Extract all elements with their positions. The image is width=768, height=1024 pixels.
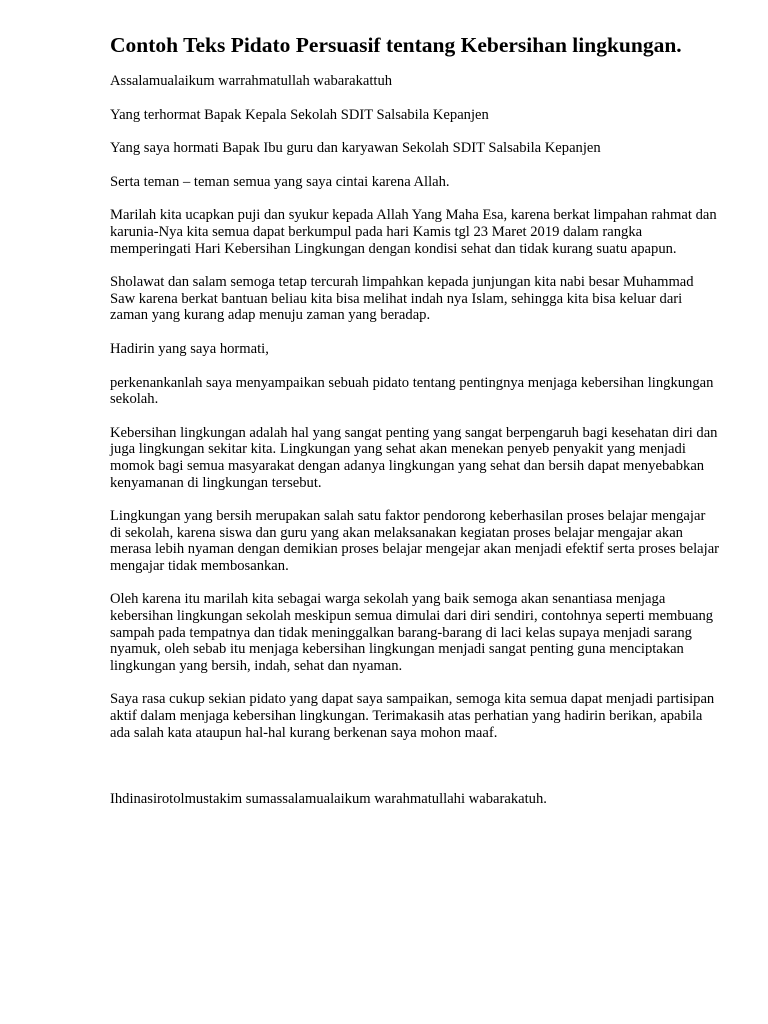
document-page — [110, 32, 720, 825]
greeting-paragraph: Assalamualaikum warrahmatullah wabarakattuh — [110, 73, 393, 89]
body-paragraph-call-to-action: Oleh karena itu marilah kita sebagai warga sekolah yang baik semoga akan senantiasa menjaga kebersihan lingkungan sekolah meskipun semua dimulai dari diri sendiri, contohnya seperti membuang sampah pada tempatnya dan tidak meninggalkan barang-barang di laci kelas supaya menjadi sarang nyamuk, oleh sebab itu menjaga kebersihan lingkungan menjadi sangat penting guna menciptakan lingkungan yang bersih, indah, sehat dan nyaman. — [110, 591, 714, 674]
salutation-teachers-paragraph: Yang saya hormati Bapak Ibu guru dan karyawan Sekolah SDIT Salsabila Kepanjen — [110, 140, 601, 157]
document-title: Contoh Teks Pidato Persuasif tentang Kebersihan lingkungan. — [110, 33, 682, 57]
body-paragraph-learning: Lingkungan yang bersih merupakan salah satu faktor pendorong keberhasilan proses belajar mengajar di sekolah, karena siswa dan guru yang akan melaksanakan kegiatan proses belajar mengajar akan merasa lebih nyaman dengan demikian proses belajar mengejar akan menjadi efektif serta proses belajar mengajar tidak membosankan. — [110, 508, 720, 574]
audience-address-paragraph: Hadirin yang saya hormati, — [110, 340, 269, 357]
sholawat-paragraph: Sholawat dan salam semoga tetap tercurah limpahkan kepada junjungan kita nabi besar Muhammad Saw karena berkat bantuan beliau kita bisa melihat indah nya Islam, sehingga kita bisa keluar dari zaman yang kurang adap menuju zaman yang beradap. — [110, 274, 694, 324]
body-paragraph-health: Kebersihan lingkungan adalah hal yang sangat penting yang sangat berpengaruh bagi kesehatan diri dan juga lingkungan sekitar kita. Lingkungan yang sehat akan menekan penyeb penyakit yang menjadi momok bagi semua masyarakat dengan adanya lingkungan yang sehat dan bersih dapat menyebabkan kenyamanan di lingkungan tersebut. — [110, 424, 718, 491]
closing-salam-paragraph: Ihdinasirotolmustakim sumassalamualaikum warahmatullahi wabarakatuh. — [110, 791, 547, 808]
salutation-friends-paragraph: Serta teman – teman semua yang saya cintai karena Allah. — [110, 173, 450, 190]
introduction-paragraph: perkenankanlah saya menyampaikan sebuah pidato tentang pentingnya menjaga kebersihan lingkungan sekolah. — [110, 374, 714, 408]
gratitude-paragraph: Marilah kita ucapkan puji dan syukur kepada Allah Yang Maha Esa, karena berkat limpahan rahmat dan karunia-Nya kita semua dapat berkumpul pada hari Kamis tgl 23 Maret 2019 dalam rangka memperingati Hari Kebersihan Lingkungan dengan kondisi sehat dan tidak kurang suatu apapun. — [110, 207, 717, 257]
salutation-principal-paragraph: Yang terhormat Bapak Kepala Sekolah SDIT Salsabila Kepanjen — [110, 106, 489, 123]
closing-thanks-paragraph: Saya rasa cukup sekian pidato yang dapat saya sampaikan, semoga kita semua dapat menjadi partisipan aktif dalam menjaga kebersihan lingkungan. Terimakasih atas perhatian yang hadirin berikan, apabila ada salah kata ataupun hal-hal kurang berkenan saya mohon maaf. — [110, 691, 715, 741]
